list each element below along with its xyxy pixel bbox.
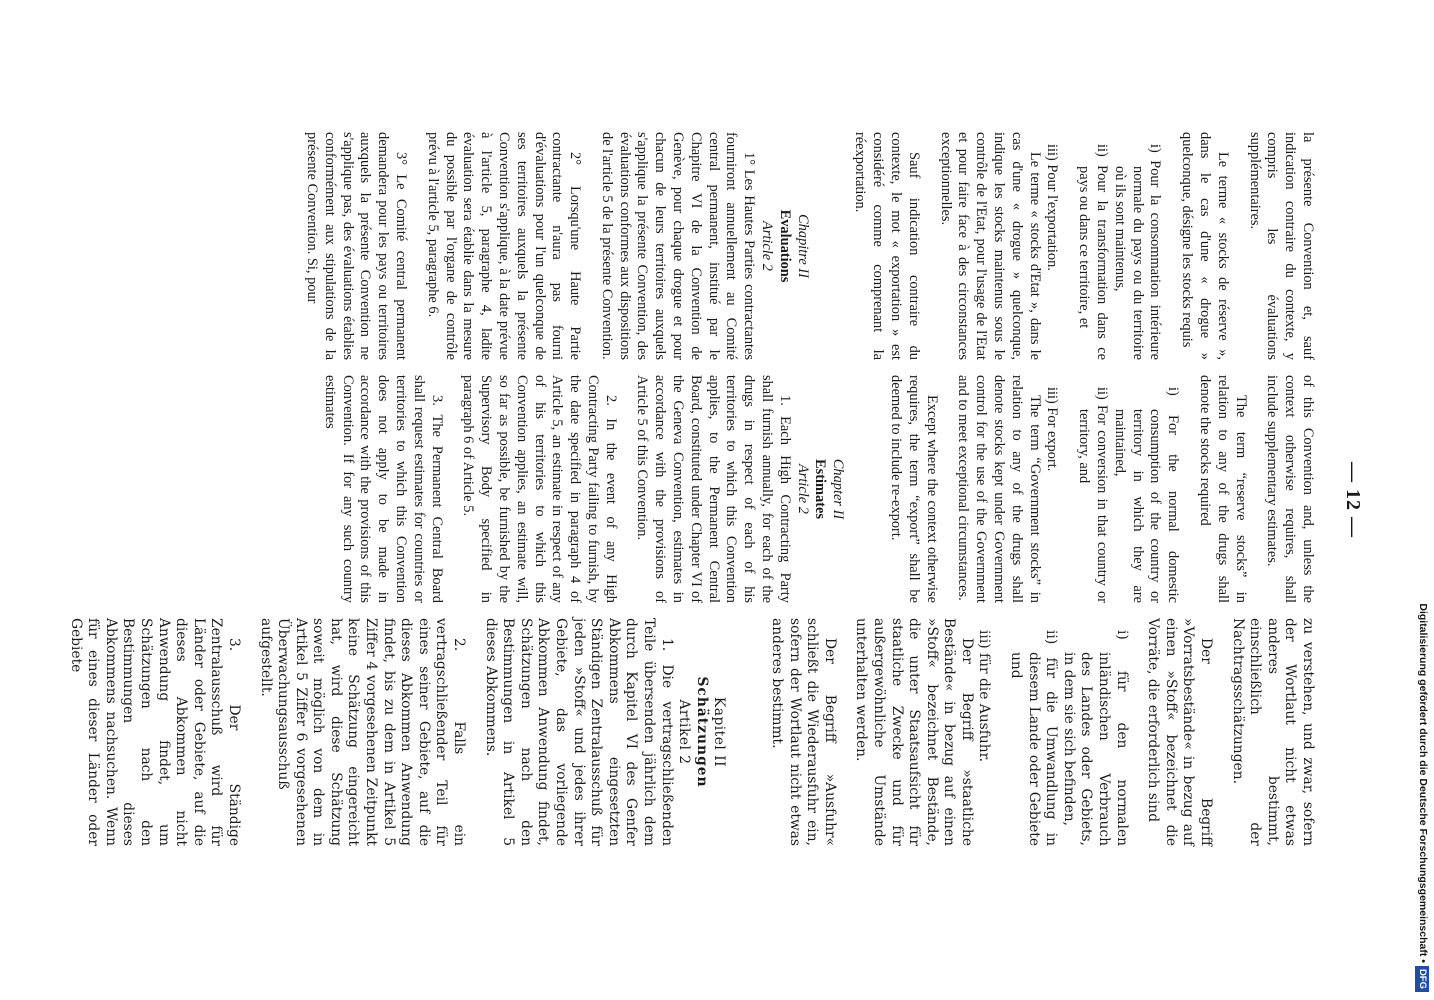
en-reserve-stocks-definition: The term “reserve stocks” in relation to any of the drugs shall denote the stocks required (1197, 375, 1249, 603)
en-government-stocks-definition: The term “Government stocks” in relation to any of the drugs shall denote stocks kept under Government control for the use of the Government and to meet exceptional circumstances. (955, 375, 1043, 603)
fr-item-i: i) Pour la consommation intérieure normale du pays ou du territoire où ils sont maintenus, (1111, 144, 1164, 360)
de-item-iii: iii) für die Ausfuhr. (976, 630, 993, 763)
credit-text: Digitalisierung gefördert durch die Deutsche Forschungsgemeinschaft • (1417, 603, 1429, 963)
en-item-i: i) For the normal domestic consumption of the country or territory in which they are maintained, (1111, 387, 1182, 603)
en-export-definition: Except where the context otherwise requires, the term “export” shall be deemed to include re-export. (888, 375, 940, 603)
de-item-ii: ii) für die Umwandlung in diesem Lande oder Gebiete und (1008, 630, 1060, 846)
fr-reserve-stocks-definition: Le terme « stocks de réserve », dans le cas d'une « drogue » quelconque, désigne les stocks requis (1179, 132, 1231, 360)
en-article-paragraph-1: 1. Each High Contracting Party shall furnish annually, for each of the drugs in respect of each of his territories to which this Convention applies, to the Permanent Central Board, constituted under Chapter VI of the Geneva Convention, estimates in accordance with the provisions of Article 5 of this Convention. (634, 375, 793, 603)
en-item-ii: ii) For conversion in that country or territory, and (1076, 387, 1111, 603)
de-article-paragraph-2: 2. Falls ein vertragschließender Teil für eines seiner Gebiete, auf die dieses Abkommen Anwendung findet, bis zu dem in Artikel 5 Ziffer 4 vorgesehenen Zeitpunkt keine Schätzung eingereicht hat, wird diese Schätzung soweit möglich von dem in Artikel 5 Ziffer 6 vorgesehenen Überwachungsausschuß aufgestellt. (257, 618, 468, 846)
de-article-paragraph-3: 3. Der Ständige Zentralausschuß wird für Länder oder Gebiete, auf die dieses Abkommen nicht Anwendung findet, um Schätzungen nach den Bestimmungen dieses Abkommens nachsuchen. Wenn für eines dieser Länder oder Gebiete (67, 618, 242, 846)
de-chapter-heading: Kapitel II (711, 696, 728, 768)
de-item-i: i) für den normalen inländischen Verbrauch des Landes oder Gebiets, in dem sie sich befinden, (1060, 630, 1130, 846)
en-chapter-heading: Chapter II (830, 458, 847, 520)
de-article-heading: Artikel 2 (676, 699, 693, 765)
en-article-heading: Article 2 (794, 464, 811, 514)
french-column (302, 132, 1316, 360)
de-chapter-title: Schätzungen (693, 676, 710, 788)
de-article-paragraph-1: 1. Die vertragschließenden Teile übersenden jährlich dem durch Kapitel VI des Genfer Abkommens eingesetzten Ständigen Zentralausschuß für jeden »Stoff« und jedes ihrer Gebiete, das vorliegende Abkommen Anwendung findet, Schätzungen nach den Bestimmungen in Artikel 5 dieses Abkommens. (482, 618, 675, 846)
de-reserve-stocks-definition: Der Begriff »Vorratsbestände« in bezug auf einen »Stoff« bezeichnet die Vorräte, die erforderlich sind (1145, 618, 1215, 846)
digitization-credit (1414, 8, 1432, 992)
english-column (320, 375, 1316, 603)
fr-paragraph-1: la présente Convention et, sauf indication contraire du contexte, y compris les évaluations supplémentaires. (1246, 132, 1316, 360)
en-article-paragraph-2: 2. In the event of any High Contracting Party failing to furnish, by the date specified in paragraph 4 of Article 5, an estimate in respect of any of his territories to which this Convention applies, an estimate will, so far as possible, be furnished by the Supervisory Body specified in paragraph 6 of Article 5. (460, 375, 619, 603)
page-number: — 12 — (1342, 462, 1364, 538)
fr-item-ii: ii) Pour la transformation dans ce pays ou dans ce territoire, et (1076, 144, 1111, 360)
de-government-stocks-definition: Der Begriff »staatliche Bestände« in bezug auf einen »Stoff« bezeichnet Bestände, die unter Staatsaufsicht für staatliche Zwecke und für außergewöhnliche Umstände unterhalten werden. (853, 618, 975, 846)
fr-article-paragraph-3: 3° Le Comité central permanent demandera pour les pays ou territoires auxquels la présente Convention ne s'applique pas, des évaluations établies conformément aux stipulations de la présente Convention. Si, pour (303, 132, 409, 360)
dfg-logo-badge: DFG (1415, 966, 1429, 992)
fr-government-stocks-definition: Le terme « stocks d'Etat », dans le cas d'une « drogue » quelconque, indique les stocks maintenus sous le contrôle de l'Etat, pour l'usage de l'Etat et pour faire face à des circonstances exceptionnelles. (937, 132, 1043, 360)
en-paragraph-1: of this Convention and, unless the context otherwise requires, shall include supplementary estimates. (1264, 375, 1316, 603)
fr-article-paragraph-1: 1° Les Hautes Parties contractantes fourniront annuellement au Comité central permanent, institué par le Chapitre VI de la Convention de Genève, pour chaque drogue et pour chacun de leurs territoires auxquels s'applique la présente Convention, des évaluations conformes aux dispositions de l'article 5 de la présente Convention. (598, 132, 758, 360)
de-export-definition: Der Begriff »Ausfuhr« schließt die Wiederausfuhr ein, sofern der Wortlaut nicht etwas anderes bestimmt. (768, 618, 838, 846)
fr-export-definition: Sauf indication contraire du contexte, le mot « exportation » est considéré comme comprenant la réexportation. (852, 132, 922, 360)
fr-article-paragraph-2: 2° Lorsqu'une Haute Partie contractante n'aura pas fourni d'évaluations pour l'un quelconque de ses territoires auxquels la présente Convention s'applique, à la date prévue à l'article 5, paragraphe 4, ladite évaluation sera établie dans la mesure du possible par l'organe de contrôle prévu à l'article 5, paragraphe 6. (424, 132, 584, 360)
en-article-paragraph-3: 3. The Permanent Central Board shall request estimates for countries or territories to which this Convention does not apply to be made in accordance with the provisions of this Convention. If for any such country estimates (321, 375, 445, 603)
fr-chapter-title: Evaluations (776, 209, 793, 283)
en-item-iii: iii) For export. (1044, 387, 1061, 472)
german-column (66, 618, 1316, 846)
en-chapter-title: Estimates (812, 459, 829, 519)
fr-article-heading: Article 2 (759, 221, 776, 271)
de-paragraph-1: zu verstehen, und zwar, sofern der Wortlaut nicht etwas anderes bestimmt, einschließlich der Nachtragsschätzungen. (1229, 618, 1316, 846)
fr-chapter-heading: Chapitre II (794, 214, 811, 278)
fr-item-iii: iii) Pour l'exportation. (1044, 144, 1061, 271)
